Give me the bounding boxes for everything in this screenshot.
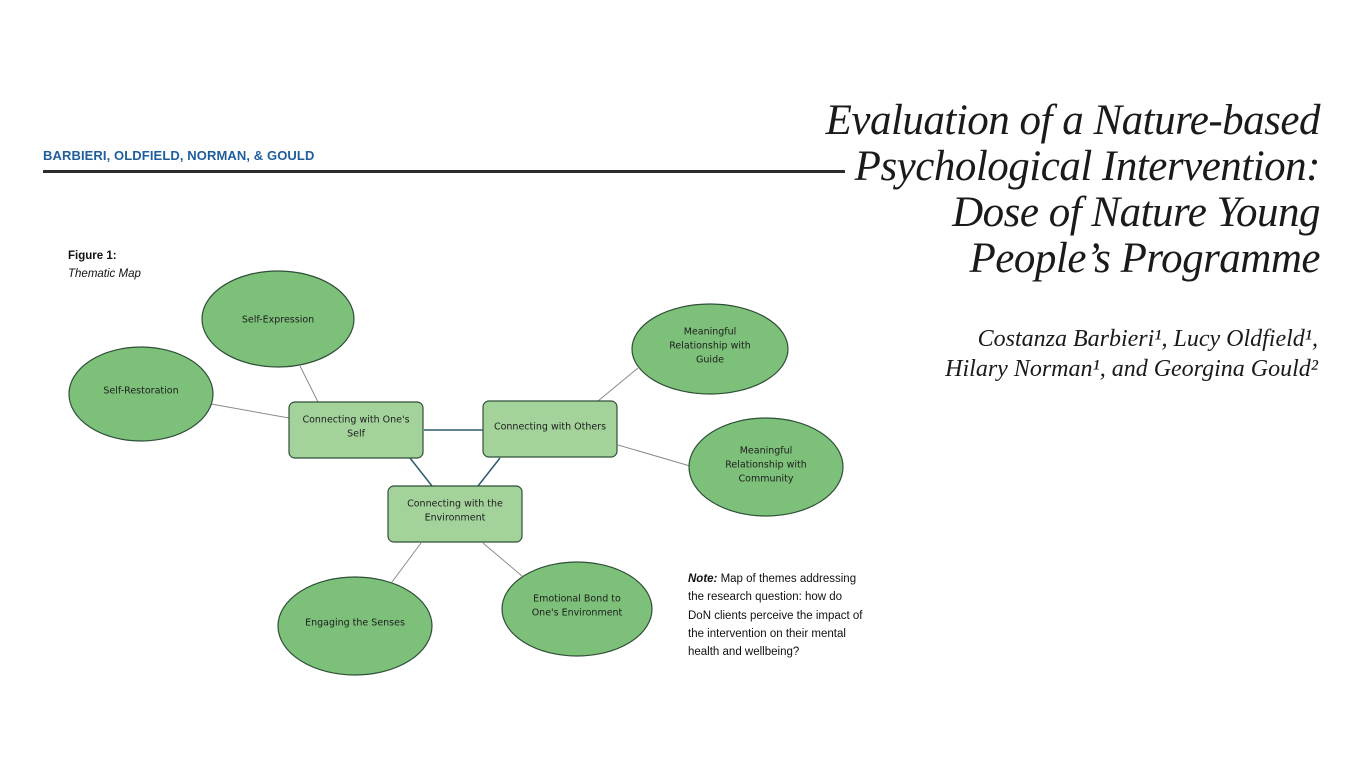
author-line: Costanza Barbieri¹, Lucy Oldfield¹, [977,326,1318,352]
node-label: Emotional Bond to [533,593,621,605]
node-self-expression [202,271,354,367]
node-label: Connecting with the [407,498,503,510]
node-relationship-community [689,418,843,516]
note-label: Note: [688,573,718,585]
figure-note [688,570,868,661]
node-label: Self [347,428,365,440]
node-connecting-self [289,402,423,458]
link-self-environment [410,458,432,486]
title-line: Dose of Nature Young [952,189,1320,236]
title-line: Evaluation of a Nature-based [825,97,1320,144]
node-label: Environment [424,512,486,524]
running-header-authors: BARBIERI, OLDFIELD, NORMAN, & GOULD [43,148,315,163]
node-relationship-guide [632,304,788,394]
node-label: Engaging the Senses [305,617,405,629]
node-label: Community [738,473,794,485]
node-label: Guide [696,354,724,366]
link-others-environment [478,458,500,486]
link-senses [392,543,421,582]
link-self-restoration [211,404,289,418]
title-line: Psychological Intervention: [854,143,1320,190]
link-guide [598,368,638,401]
author-line: Hilary Norman¹, and Georgina Gould² [945,356,1318,382]
node-connecting-others [483,401,617,457]
node-label: One's Environment [531,607,623,619]
link-emotional-bond [483,543,522,576]
link-community [618,445,690,466]
figure-label: Figure 1: [68,250,117,262]
node-label: Connecting with Others [493,421,607,433]
node-self-restoration [69,347,213,441]
node-engaging-senses [278,577,432,675]
node-label: Relationship with [725,459,807,471]
paper-title [800,98,1320,282]
node-label: Meaningful [739,445,793,457]
node-label: Meaningful [683,326,737,338]
node-label: Connecting with One's [302,414,410,426]
figure-caption: Thematic Map [68,268,141,280]
note-text: Map of themes addressing the research question: how do DoN clients perceive the impact of the intervention on their mental health and wellbeing? [688,573,863,659]
title-line: People’s Programme [969,235,1320,282]
link-self-expression [300,366,318,402]
connectors [211,366,690,582]
node-label: Self-Restoration [103,385,179,397]
node-label: Self-Expression [241,314,315,326]
node-connecting-environment [388,486,522,542]
node-label: Relationship with [669,340,751,352]
paper-authors [858,324,1318,384]
node-emotional-bond [502,562,652,656]
